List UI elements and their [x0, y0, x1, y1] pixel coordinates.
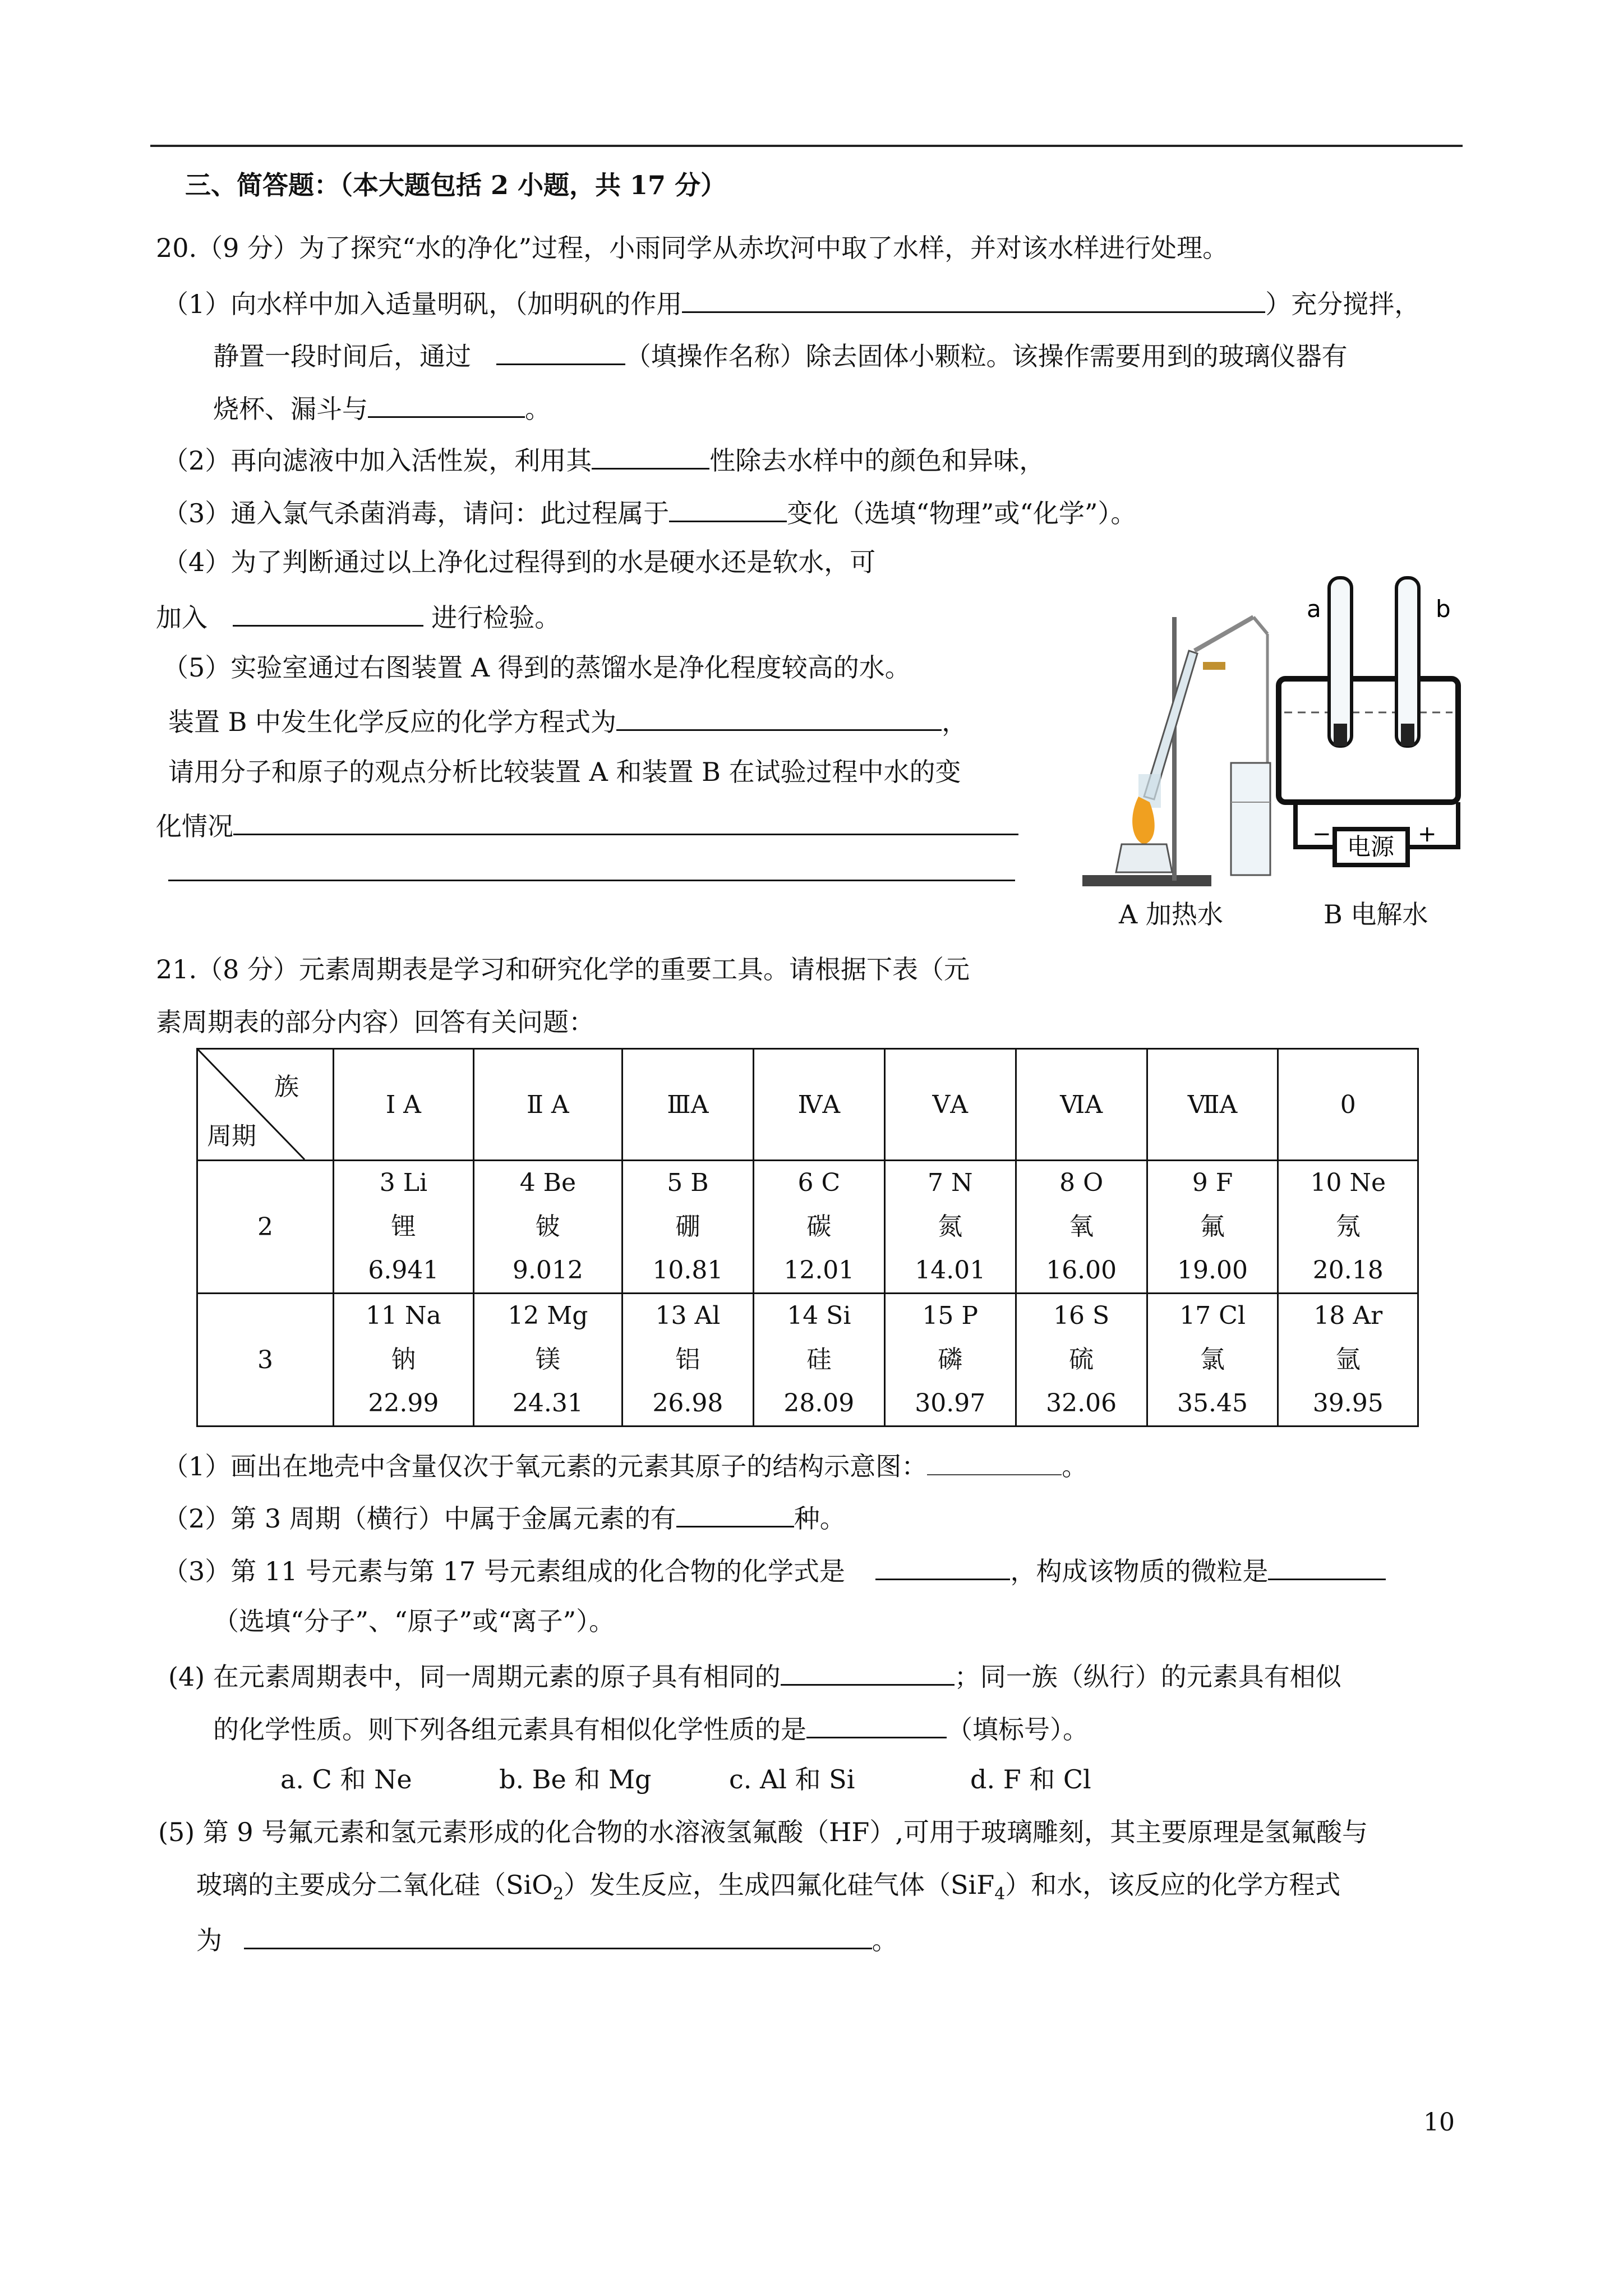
element-symbol: 13 Al	[655, 1301, 721, 1330]
period-label: 2	[197, 1161, 334, 1294]
q20-p2-end: 性除去水样中的颜色和异味，	[709, 445, 1045, 476]
element-name: 铍	[535, 1212, 560, 1241]
q21-part3-line1	[163, 1552, 1386, 1588]
element-cell	[622, 1294, 753, 1427]
minus-sign: −	[1312, 821, 1331, 847]
q21-part5-line1: (5) 第 9 号氟元素和氢元素形成的化合物的水溶液氢氟酸（HF）,可用于玻璃雕刻，其主要原理是氢氟酸与	[158, 1817, 1368, 1847]
answer-blank-metal-count[interactable]	[676, 1499, 794, 1527]
element-cell	[1278, 1294, 1418, 1427]
clamp	[1203, 662, 1225, 670]
subscript-4: 4	[994, 1884, 1006, 1904]
answer-blank-structure[interactable]	[927, 1447, 1062, 1475]
q20-p5d-text: 化情况	[156, 811, 233, 841]
group-header: Ⅱ A	[473, 1049, 622, 1161]
stand-rod	[1172, 617, 1177, 881]
q21-p1-text: （1）画出在地壳中含量仅次于氧元素的元素其原子的结构示意图：	[163, 1451, 928, 1481]
element-name: 镁	[535, 1345, 560, 1374]
element-symbol: 11 Na	[366, 1301, 441, 1330]
q20-p1b-end: （填操作名称）除去固体小颗粒。该操作需要用到的玻璃仪器有	[625, 341, 1348, 371]
element-symbol: 3 Li	[379, 1168, 428, 1197]
element-cell	[1147, 1161, 1278, 1294]
q21-p4b-end: （填标号）。	[947, 1714, 1089, 1745]
corner-group-label: 族	[274, 1073, 299, 1101]
q20-p2-text: （2）再向滤液中加入活性炭，利用其	[163, 445, 592, 476]
element-cell	[884, 1161, 1016, 1294]
q20-part5-line3: 请用分子和原子的观点分析比较装置 A 和装置 B 在试验过程中水的变	[168, 757, 961, 787]
element-name: 硼	[675, 1212, 700, 1241]
header-rule	[150, 145, 1463, 147]
q20-p1c-text: 烧杯、漏斗与	[213, 394, 368, 424]
q21-options	[280, 1763, 1091, 1796]
answer-blank-adsorption[interactable]	[592, 441, 709, 470]
answer-blank-hf-equation[interactable]	[244, 1921, 872, 1949]
q21-p2-text: （2）第 3 周期（横行）中属于金属元素的有	[163, 1503, 676, 1534]
group-header: 0	[1278, 1049, 1418, 1161]
period-label: 3	[197, 1294, 334, 1427]
answer-blank-analysis-1[interactable]	[233, 807, 1018, 835]
element-name: 氮	[938, 1212, 963, 1241]
q21-part2	[163, 1499, 846, 1535]
q21-part1	[163, 1447, 1087, 1483]
group-header: Ⅰ A	[334, 1049, 474, 1161]
q21-p4a-mid: ；同一族（纵行）的元素具有相似	[954, 1662, 1341, 1692]
q20-p1b-text: 静置一段时间后，通过	[213, 341, 479, 371]
element-name: 氯	[1200, 1345, 1225, 1374]
q21-part3-line2: （选填“分子”、“原子”或“离子”）。	[213, 1606, 615, 1636]
label-a: a	[1307, 595, 1321, 623]
element-mass: 9.012	[512, 1256, 583, 1285]
tube-b	[1396, 578, 1419, 746]
q20-p1a-end: ）充分搅拌，	[1265, 289, 1421, 319]
element-symbol: 5 B	[667, 1168, 709, 1197]
element-mass: 22.99	[368, 1389, 439, 1418]
answer-blank-change-type[interactable]	[669, 494, 787, 522]
q20-p5b-text: 装置 B 中发生化学反应的化学方程式为	[168, 707, 617, 737]
element-mass: 6.941	[368, 1256, 439, 1285]
figure-a-distillation	[1060, 561, 1284, 898]
element-symbol: 17 Cl	[1179, 1301, 1246, 1330]
water-trough	[1279, 679, 1458, 802]
element-cell	[473, 1294, 622, 1427]
element-name: 氖	[1335, 1212, 1361, 1241]
corner-period-label: 周期	[207, 1122, 256, 1151]
q21-p5c-text: 为	[196, 1925, 230, 1955]
q21-part4-line2	[213, 1710, 1089, 1746]
q20-part4-line1: （4）为了判断通过以上净化过程得到的水是硬水还是软水，可	[163, 547, 876, 577]
delivery-tube	[1195, 617, 1253, 651]
answer-blank-analysis-2[interactable]	[168, 880, 1015, 881]
element-name: 磷	[938, 1345, 963, 1374]
table-header-row	[197, 1049, 1418, 1161]
q20-part1-line3	[213, 389, 551, 426]
element-cell	[334, 1294, 474, 1427]
element-mass: 24.31	[512, 1389, 583, 1418]
element-cell	[753, 1161, 884, 1294]
table-corner-cell	[197, 1049, 334, 1161]
label-b: b	[1436, 595, 1451, 623]
element-symbol: 12 Mg	[508, 1301, 588, 1330]
electrode-a	[1334, 724, 1347, 746]
q20-p3-text: （3）通入氯气杀菌消毒，请问：此过程属于	[163, 498, 670, 528]
page-number: 10	[1423, 2108, 1455, 2137]
element-cell	[473, 1161, 622, 1294]
q21-intro-line2: 素周期表的部分内容）回答有关问题：	[156, 1007, 594, 1037]
element-cell	[884, 1294, 1016, 1427]
q20-p5b-end: ，	[942, 707, 968, 737]
group-header: ⅦA	[1147, 1049, 1278, 1161]
figure-a-caption: A 加热水	[1119, 899, 1223, 930]
figure-b-electrolysis	[1273, 561, 1492, 898]
element-mass: 14.01	[915, 1256, 986, 1285]
q21-part4-line1	[168, 1657, 1341, 1694]
element-name: 碳	[806, 1212, 832, 1241]
table-row-period-3	[197, 1294, 1418, 1427]
q21-p3a-text: （3）第 11 号元素与第 17 号元素组成的化合物的化学式是	[163, 1556, 854, 1586]
q21-p5c-end: 。	[872, 1925, 898, 1955]
answer-blank-particle[interactable]	[1268, 1552, 1386, 1580]
q21-p3a-mid: ，构成该物质的微粒是	[1010, 1556, 1269, 1586]
answer-blank-glassware[interactable]	[368, 389, 525, 418]
q20-part2	[163, 441, 1045, 477]
q21-intro-line1: 21.（8 分）元素周期表是学习和研究化学的重要工具。请根据下表（元	[156, 954, 970, 984]
q20-intro: 20.（9 分）为了探究“水的净化”过程，小雨同学从赤坎河中取了水样，并对该水样进行处理。	[156, 233, 1229, 263]
element-cell	[753, 1294, 884, 1427]
element-mass: 19.00	[1177, 1256, 1248, 1285]
q21-p2-end: 种。	[794, 1503, 846, 1534]
element-cell	[1147, 1294, 1278, 1427]
element-mass: 12.01	[783, 1256, 855, 1285]
q20-p3-end: 变化（选填“物理”或“化学”）。	[787, 498, 1137, 528]
answer-blank-operation[interactable]	[496, 337, 625, 365]
section-title: 三、简答题：（本大题包括 2 小题，共 17 分）	[185, 170, 727, 200]
q20-p4b-end: 进行检验。	[423, 602, 561, 633]
element-mass: 32.06	[1046, 1389, 1117, 1418]
element-cell	[622, 1161, 753, 1294]
element-name: 氧	[1069, 1212, 1094, 1241]
stand-base	[1082, 875, 1211, 886]
element-mass: 26.98	[652, 1389, 723, 1418]
q20-part5-line1: （5）实验室通过右图装置 A 得到的蒸馏水是净化程度较高的水。	[163, 652, 911, 683]
element-name: 氩	[1335, 1345, 1361, 1374]
element-mass: 35.45	[1177, 1389, 1248, 1418]
element-name: 氟	[1200, 1212, 1225, 1241]
element-mass: 16.00	[1046, 1256, 1117, 1285]
element-mass: 28.09	[783, 1389, 855, 1418]
element-symbol: 9 F	[1192, 1168, 1233, 1197]
option-d: d. F 和 Cl	[970, 1764, 1091, 1795]
element-symbol: 4 Be	[519, 1168, 577, 1197]
element-symbol: 7 N	[927, 1168, 973, 1197]
element-name: 硅	[806, 1345, 832, 1374]
alcohol-lamp	[1116, 844, 1172, 872]
tube-a	[1329, 578, 1352, 746]
q20-part4-line2	[156, 598, 560, 634]
table-row-period-2	[197, 1161, 1418, 1294]
q20-part5-line4	[156, 807, 1018, 843]
option-b: b. Be 和 Mg	[499, 1764, 652, 1795]
element-symbol: 10 Ne	[1310, 1168, 1386, 1197]
q20-p1a-text: （1）向水样中加入适量明矾，（加明矾的作用	[163, 289, 683, 319]
element-symbol: 8 O	[1059, 1168, 1104, 1197]
element-symbol: 18 Ar	[1313, 1301, 1383, 1330]
element-name: 铝	[675, 1345, 700, 1374]
q21-part5-line2	[196, 1868, 1340, 1911]
q20-p4b-text: 加入	[156, 602, 216, 633]
element-symbol: 6 C	[797, 1168, 841, 1197]
q21-p4a-text: (4) 在元素周期表中，同一周期元素的原子具有相同的	[168, 1662, 781, 1692]
q21-p4b-text: 的化学性质。则下列各组元素具有相似化学性质的是	[213, 1714, 806, 1745]
element-mass: 20.18	[1312, 1256, 1384, 1285]
q21-part5-line3	[196, 1921, 898, 1957]
option-c: c. Al 和 Si	[729, 1764, 855, 1795]
q20-part1-line2	[213, 337, 1348, 373]
group-header: ⅣA	[753, 1049, 884, 1161]
q20-p1c-end: 。	[525, 394, 551, 424]
answer-blank-option[interactable]	[806, 1710, 947, 1738]
q20-part1-line1	[163, 284, 1420, 321]
element-name: 钠	[391, 1345, 416, 1374]
figure-b-caption: B 电解水	[1324, 899, 1428, 930]
answer-blank-reagent[interactable]	[233, 598, 423, 627]
periodic-table	[196, 1048, 1419, 1427]
group-header: ⅢA	[622, 1049, 753, 1161]
q21-p5b-text-2: ）发生反应，生成四氟化硅气体（SiF	[564, 1870, 995, 1900]
group-header: ⅤA	[884, 1049, 1016, 1161]
answer-blank-equation-b[interactable]	[616, 702, 942, 731]
element-cell	[1278, 1161, 1418, 1294]
q21-p1-end: 。	[1062, 1451, 1088, 1481]
subscript-2: 2	[552, 1884, 564, 1904]
answer-blank-alum-purpose[interactable]	[682, 284, 1265, 313]
power-label: 电源	[1347, 833, 1395, 861]
q21-p5b-text-3: ）和水，该反应的化学方程式	[1005, 1870, 1341, 1900]
element-name: 硫	[1069, 1345, 1094, 1374]
element-symbol: 14 Si	[787, 1301, 851, 1330]
element-name: 锂	[391, 1212, 416, 1241]
element-cell	[334, 1161, 474, 1294]
answer-blank-same-property[interactable]	[781, 1657, 955, 1686]
plus-sign: +	[1418, 821, 1437, 847]
q21-p5b-text: 玻璃的主要成分二氧化硅（SiO	[196, 1870, 553, 1900]
element-mass: 39.95	[1312, 1389, 1384, 1418]
electrode-b	[1401, 724, 1414, 746]
element-mass: 10.81	[652, 1256, 723, 1285]
collecting-tube	[1231, 763, 1270, 875]
q20-part5-line2	[168, 702, 967, 739]
answer-blank-formula[interactable]	[875, 1552, 1010, 1580]
element-mass: 30.97	[915, 1389, 986, 1418]
element-symbol: 15 P	[922, 1301, 979, 1330]
option-a: a. C 和 Ne	[280, 1764, 412, 1795]
q20-part3	[163, 494, 1136, 530]
element-cell	[1016, 1294, 1147, 1427]
element-cell	[1016, 1161, 1147, 1294]
group-header: ⅥA	[1016, 1049, 1147, 1161]
element-symbol: 16 S	[1053, 1301, 1110, 1330]
